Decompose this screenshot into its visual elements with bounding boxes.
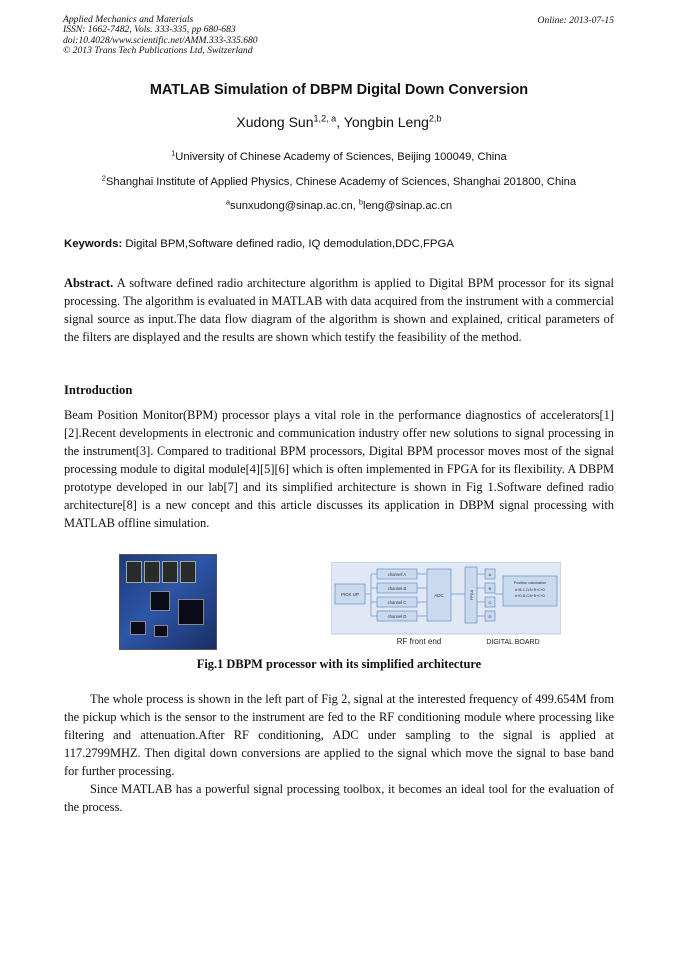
email-b-sup: b	[358, 197, 363, 207]
author-1: Xudong Sun	[236, 114, 314, 130]
board-connector	[180, 561, 196, 583]
affiliation-2-text: Shanghai Institute of Applied Physics, Chinese Academy of Sciences, Shanghai 201800, China	[105, 176, 577, 188]
board-chip	[154, 625, 168, 637]
affiliation-1-sup: 1	[171, 148, 176, 158]
author-2: Yongbin Leng	[343, 114, 429, 130]
channel-c-label: channel C	[387, 600, 407, 605]
fpga-label: FPGA	[470, 589, 474, 601]
email-line	[0, 197, 678, 212]
email-a-sup: a	[225, 197, 230, 207]
introduction-heading: Introduction	[64, 383, 133, 397]
intro-paragraph-1: Beam Position Monitor(BPM) processor plays a vital role in the performance diagnostics of accelerators[1][2].Recent developments in electronic and communication industry offer new solutions to signal processing in the instrument[3]. Compared to traditional BPM processors, Digital BPM processor moves most of the signal processing module to digital module[4][5][6] which is often implemented in FPGA for its flexibility. A DBPM prototype developed in our lab[7] and its simplified architecture is shown in Fig 1.Software defined radio architecture[8] is a new concept and this article discusses its application in DBPM signal processing with MATLAB offline simulation.	[64, 408, 614, 530]
board-chip	[150, 591, 170, 611]
adc-label: ADC	[434, 593, 444, 598]
author-separator: ,	[336, 114, 344, 130]
rf-front-end-label: RF front end	[396, 637, 442, 646]
digital-board-label: DIGITAL BOARD	[486, 639, 540, 646]
board-connector	[144, 561, 160, 583]
online-date: Online: 2013-07-15	[537, 15, 614, 26]
author-2-sup: 2,b	[428, 113, 442, 124]
channel-d-label: channel D	[387, 614, 407, 619]
dbpm-processor-photo	[119, 554, 217, 650]
paper-title: MATLAB Simulation of DBPM Digital Down Conversion	[149, 82, 529, 98]
author-line	[0, 114, 678, 130]
author-1-sup: 1,2, a	[313, 113, 337, 124]
keywords	[64, 238, 454, 250]
position-formula-x: A+B-C-D/A+B+C+D	[515, 588, 545, 592]
board-chip	[178, 599, 204, 625]
position-formula-y: A+D-B-C/A+B+C+D	[515, 594, 545, 598]
issn-line: ISSN: 1662-7482, Vols. 333-335, pp 680-683	[63, 24, 236, 36]
dsp-a-label: A	[488, 572, 492, 577]
channel-b-label: channel B	[387, 586, 407, 591]
simplified-architecture-diagram	[331, 562, 561, 648]
keywords-label: Keywords:	[64, 238, 123, 250]
journal-name: Applied Mechanics and Materials	[63, 14, 194, 25]
pickup-label: PICK UP	[340, 592, 360, 597]
dsp-b-label: B	[488, 586, 492, 591]
keywords-text: Digital BPM,Software defined radio, IQ demodulation,DDC,FPGA	[122, 238, 454, 250]
board-chip	[130, 621, 146, 635]
affiliation-1-text: University of Chinese Academy of Sciences, Beijing 100049, China	[175, 151, 507, 163]
email-a: sunxudong@sinap.ac.cn,	[229, 200, 359, 212]
affiliation-1	[0, 148, 678, 163]
intro-paragraph-2: The whole process is shown in the left part of Fig 2, signal at the interested frequency of 499.654M from the pickup which is the sensor to the instrument are fed to the RF conditioning module where processing like filtering and attenuation.After RF conditioning, ADC under sampling to the signal is applied at 117.2799MHZ. Then digital down conversions are applied to the signal which move the signal to base band for further processing.	[64, 692, 614, 778]
email-b: leng@sinap.ac.cn	[362, 200, 453, 212]
journal-header	[63, 15, 258, 57]
abstract-text: A software defined radio architecture algorithm is applied to Digital BPM processor for its signal processing. The algorithm is evaluated in MATLAB with data acquired from the instrument with a commercial signal source as input.The data flow diagram of the algorithm is shown and explained, critical parameters of the filters are displayed and the results are shown which testify the feasibility of the method.	[64, 276, 614, 344]
board-connector	[126, 561, 142, 583]
doi-line: doi:10.4028/www.scientific.net/AMM.333-335.680	[63, 34, 258, 46]
board-connector	[162, 561, 178, 583]
abstract	[64, 274, 614, 346]
dsp-c-label: C	[488, 600, 492, 605]
figure-1-caption: Fig.1 DBPM processor with its simplified architecture	[196, 657, 482, 671]
channel-a-label: channel A	[387, 572, 407, 577]
dsp-d-label: D	[488, 614, 492, 619]
affiliation-2	[0, 173, 678, 188]
intro-paragraph-3: Since MATLAB has a powerful signal processing toolbox, it becomes an ideal tool for the evaluation of the process.	[64, 782, 614, 814]
copyright-line: © 2013 Trans Tech Publications Ltd, Switzerland	[63, 45, 253, 57]
abstract-label: Abstract.	[64, 276, 114, 290]
affiliation-2-sup: 2	[101, 173, 106, 183]
position-calculation-title: Position calculation	[513, 581, 547, 585]
